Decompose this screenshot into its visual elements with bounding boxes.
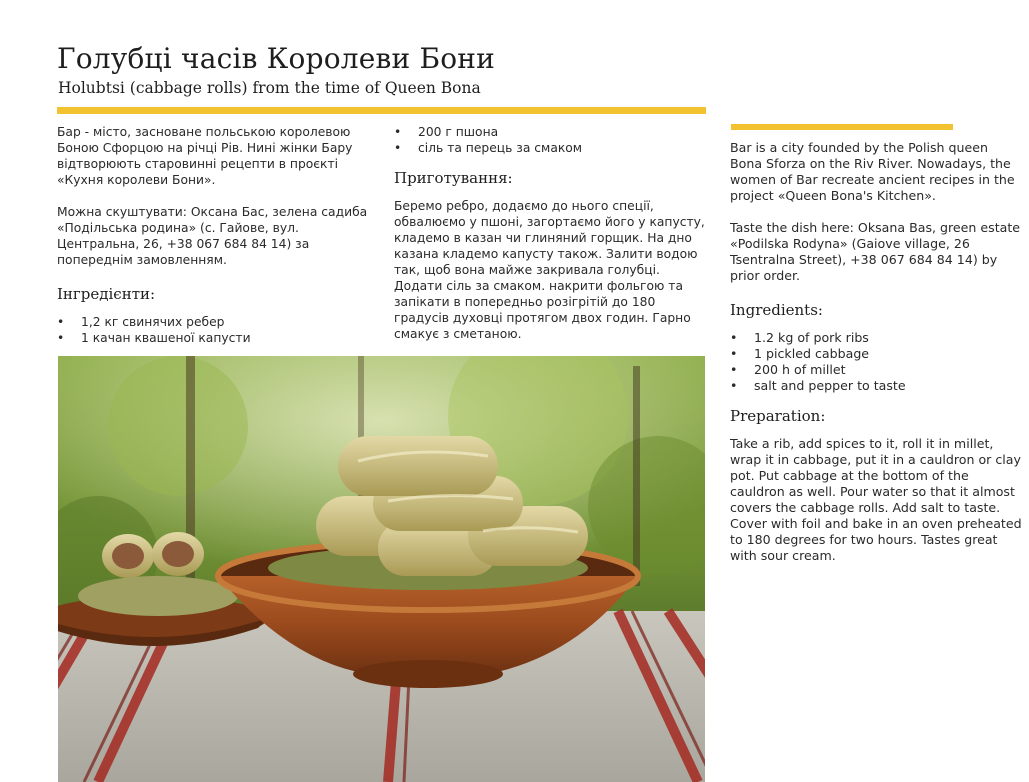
list-item: • salt and pepper to taste (730, 378, 1022, 394)
ingredients-heading-en: Ingredients: (730, 301, 823, 319)
list-item: • 200 г пшона (394, 124, 709, 140)
preparation-heading-uk: Приготування: (394, 169, 513, 187)
accent-rule (57, 107, 706, 114)
taste-paragraph-en: Taste the dish here: Oksana Bas, green estate «Podilska Rodyna» (Gaiove village, 26 Tsentralna Street), +38 067 684 84 14) by prior order. (730, 220, 1021, 283)
cabbage-rolls-photo (58, 356, 705, 782)
preparation-paragraph-en: Take a rib, add spices to it, roll it in millet, wrap it in cabbage, put it in a cauldron or clay pot. Put cabbage at the bottom of the cauldron as well. Pour water so that it almost covers the cabbage rolls. Add salt to taste. Cover with foil and bake in an oven preheated to 180 degrees for two hours. Tastes great with sour cream. (730, 436, 1022, 563)
intro-paragraph-en: Bar is a city founded by the Polish queen Bona Sforza on the Riv River. Nowadays, the women of Bar recreate ancient recipes in the project «Queen Bona's Kitchen». (730, 140, 1015, 203)
ukrainian-column-right (394, 124, 709, 358)
accent-rule-english (731, 124, 953, 130)
list-item: • 200 h of millet (730, 362, 1022, 378)
preparation-heading-en: Preparation: (730, 407, 826, 425)
ingredients-heading-uk: Інгредієнти: (57, 285, 156, 303)
page-subtitle: Holubtsi (cabbage rolls) from the time of Queen Bona (58, 79, 481, 97)
list-item: • 1 качан квашеної капусти (57, 330, 377, 346)
intro-paragraph-uk: Бар - місто, засноване польською королевою Боною Сфорцою на річці Рів. Нині жінки Бару відтворюють старовинні рецепти в проєкті «Кухня королеви Бони». (57, 125, 353, 187)
ukrainian-column-left (57, 124, 377, 358)
list-item: • 1 pickled cabbage (730, 346, 1022, 362)
list-item: • 1.2 kg of pork ribs (730, 330, 1022, 346)
taste-paragraph-uk: Можна скуштувати: Оксана Бас, зелена садиба «Подільська родина» (с. Гайове, вул. Центральна, 26, +38 067 684 84 14) за попереднім замовленням. (57, 205, 368, 267)
preparation-paragraph-uk: Беремо ребро, додаємо до нього спеції, обвалюємо у пшоні, загортаємо його у капусту, кладемо в казан чи глиняний горщик. На дно казана кладемо капусту також. Залити водою так, щоб вона майже закривала голубці. Додати сіль за смаком. накрити фольгою та запікати в попередньо розігрітій до 180 градусів духовці протягом двох годин. Гарно смакує з сметаною. (394, 199, 705, 341)
english-column (730, 140, 1022, 580)
list-item: • сіль та перець за смаком (394, 140, 709, 156)
ingredients-list-uk (57, 314, 377, 346)
list-item: • 1,2 кг свинячих ребер (57, 314, 377, 330)
page-title: Голубці часів Королеви Бони (57, 42, 496, 75)
ingredients-list-uk-continued (394, 124, 709, 156)
ingredients-list-en (730, 330, 1022, 394)
